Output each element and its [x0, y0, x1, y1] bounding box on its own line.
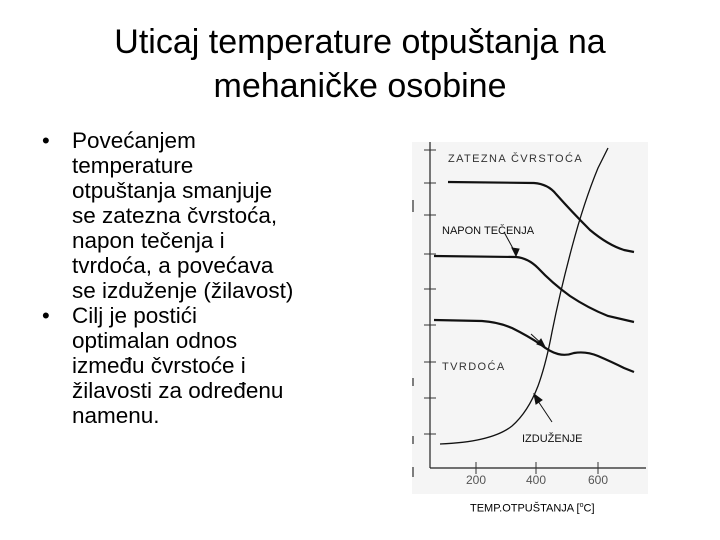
- bullet-line: namenu.: [72, 403, 160, 428]
- bullet-line: se izduženje (žilavost): [72, 278, 294, 303]
- bullet-line: otpuštanja smanjuje: [72, 178, 273, 203]
- elongation-label: IZDUŽENJE: [522, 433, 583, 445]
- yield-strength-curve: [434, 256, 634, 322]
- x-tick-label: 600: [588, 473, 609, 487]
- slide-title: [40, 20, 680, 108]
- x-axis-label-degree: o: [579, 502, 584, 509]
- bullet-line: temperature: [72, 153, 194, 178]
- bullet-dot-icon: •: [42, 303, 50, 328]
- yield-strength-label: NAPON TEČENJA: [442, 225, 535, 237]
- bullet-dot-icon: •: [42, 128, 50, 153]
- x-axis-label: [470, 502, 595, 515]
- bullet-line: Povećanjem: [72, 128, 196, 153]
- elongation-curve: [440, 148, 608, 444]
- bullet-line: optimalan odnos: [72, 328, 238, 353]
- hardness-label: TVRDOĆA: [442, 361, 506, 373]
- title-line-1: Uticaj temperature otpuštanja na: [114, 23, 606, 61]
- bullet-line: tvrdoća, a povećava: [72, 253, 274, 278]
- x-tick-label: 200: [466, 473, 487, 487]
- bullet-list: [30, 128, 370, 428]
- bullet-line: se zatezna čvrstoća,: [72, 203, 278, 228]
- x-axis-label-unit: C]: [583, 502, 595, 515]
- bullet-line: napon tečenja i: [72, 228, 225, 253]
- tensile-strength-curve: [448, 182, 634, 252]
- tensile-strength-label: ZATEZNA ČVRSTOĆA: [448, 153, 584, 165]
- x-tick-label: 400: [526, 473, 547, 487]
- bullet-line: žilavosti za određenu: [72, 378, 284, 403]
- bullet-line: Cilj je postići: [72, 303, 198, 328]
- tempering-properties-figure: [412, 142, 648, 494]
- x-axis-label-text: TEMP.OTPUŠTANJA [: [470, 502, 580, 515]
- bullet-line: između čvrstoće i: [72, 353, 246, 378]
- bullet-item-1: [30, 128, 370, 303]
- bullet-item-2: [30, 303, 370, 428]
- properties-diagram: [412, 142, 648, 494]
- title-line-2: mehaničke osobine: [213, 67, 507, 105]
